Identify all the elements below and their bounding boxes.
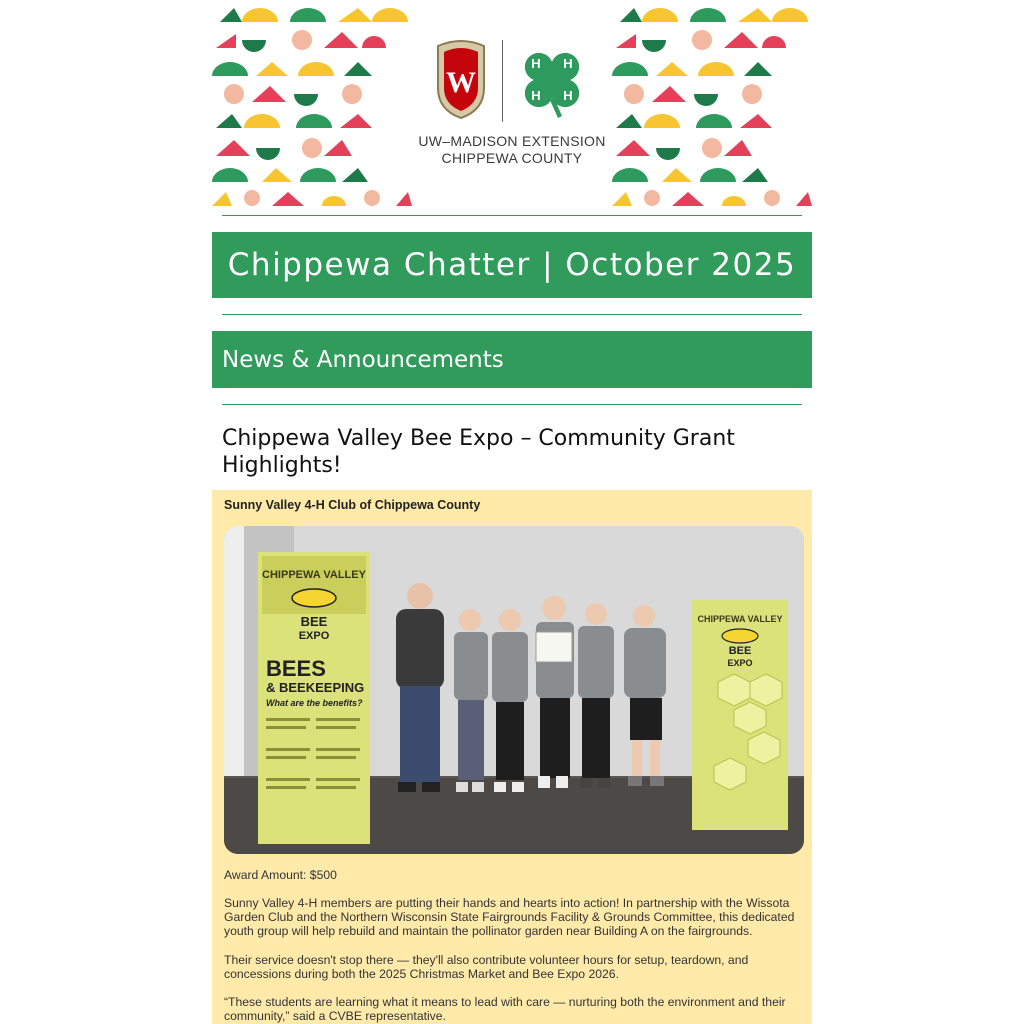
divider-rule (222, 215, 802, 216)
newsletter (212, 0, 812, 1024)
newsletter-title: Chippewa Chatter | October 2025 (227, 247, 797, 283)
banner-left-heading2: & BEEKEEPING (266, 680, 365, 695)
divider-rule (222, 314, 802, 315)
svg-text:H: H (531, 56, 541, 71)
logo-lockup (412, 30, 612, 180)
banner-left-bottom: EXPO (298, 630, 330, 642)
article-paragraph: “These students are learning what it means to lead with care — nurturing both the environment and their community,” said a CVBE representative. (224, 995, 786, 1023)
section-header-bar (212, 331, 812, 388)
club-name: Sunny Valley 4-H Club of Chippewa County (224, 498, 481, 512)
decorative-pattern-right (612, 0, 812, 207)
section-title: News & Announcements (222, 346, 504, 373)
article-card (212, 490, 812, 1024)
uw-crest-icon (432, 38, 490, 120)
article-paragraph: Their service doesn't stop there — they'll also contribute volunteer hours for setup, teardown, and concessions during both the 2025 Christmas Market and Bee Expo 2026. (224, 953, 749, 981)
svg-text:H: H (563, 88, 573, 103)
svg-text:H: H (563, 56, 573, 71)
logo-divider (502, 40, 503, 122)
banner-left-sub: What are the benefits? (266, 698, 363, 708)
four-h-clover-icon (512, 40, 592, 122)
header-banner (212, 0, 812, 207)
org-name-line2: CHIPPEWA COUNTY (441, 150, 583, 166)
banner-left-top: CHIPPEWA VALLEY (262, 569, 366, 581)
newsletter-title-bar (212, 232, 812, 298)
banner-left-heading: BEES (266, 656, 326, 681)
decorative-pattern-left (212, 0, 412, 207)
group-photo-image (224, 526, 804, 854)
banner-right-top: CHIPPEWA VALLEY (697, 614, 783, 624)
org-name-line1: UW–MADISON EXTENSION (418, 133, 606, 149)
banner-left-mid: BEE (300, 614, 328, 629)
article-paragraph: Sunny Valley 4-H members are putting their hands and hearts into action! In partnership with the Wissota Garden Club and the Northern Wisconsin State Fairgrounds Facility & Grounds Committee, this dedicated youth group will help rebuild and maintain the pollinator garden near Building A on the fairgrounds. (224, 896, 795, 938)
article-headline: Chippewa Valley Bee Expo – Community Grant Highlights! (222, 426, 735, 478)
svg-text:H: H (531, 88, 541, 103)
banner-right-bottom: EXPO (727, 658, 753, 668)
divider-rule (222, 404, 802, 405)
award-amount: Award Amount: $500 (224, 868, 337, 882)
svg-text:W: W (446, 66, 476, 99)
group-photo (224, 526, 804, 854)
banner-right-mid: BEE (728, 645, 752, 657)
